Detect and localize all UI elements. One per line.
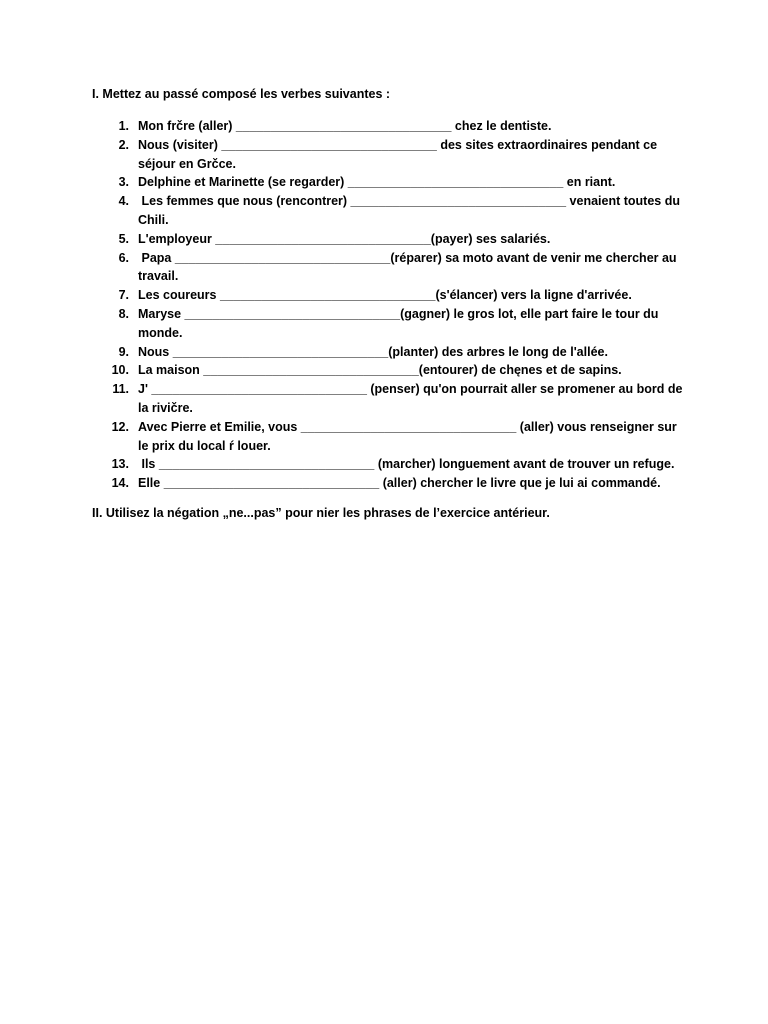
item-text-continued: séjour en Grčce.: [138, 156, 236, 171]
item-text: Papa _______________________________(réparer) sa moto avant de venir me chercher au: [138, 250, 677, 265]
item-number: 2.: [118, 137, 129, 152]
exercise-item: [92, 230, 692, 249]
item-number: 7.: [118, 288, 129, 303]
item-text-continued: la rivičre.: [138, 400, 193, 415]
item-text: Nous _______________________________(planter) des arbres le long de l'allée.: [138, 344, 608, 359]
exercise-item: [92, 343, 692, 362]
item-text: Nous (visiter) _______________________________ des sites extraordinaires pendant ce: [138, 137, 658, 152]
item-number: 9.: [118, 344, 129, 359]
exercise-list: [92, 117, 692, 493]
item-text: Elle _______________________________ (aller) chercher le livre que je lui ai commandé.: [138, 476, 661, 491]
item-text: Les femmes que nous (rencontrer) _______________________________ venaient toutes du: [138, 194, 680, 209]
item-number: 4.: [118, 194, 129, 209]
item-text: Mon frčre (aller) _______________________________ chez le dentiste.: [138, 119, 552, 133]
exercise-item: [92, 136, 692, 174]
exercise-item: [92, 286, 692, 305]
item-number: 3.: [118, 175, 129, 190]
item-text-continued: le prix du local ŕ louer.: [138, 438, 271, 453]
item-number: 13.: [111, 457, 129, 472]
item-text: J' _______________________________ (penser) qu'on pourrait aller se promener au bord de: [138, 382, 683, 397]
item-text-continued: Chili.: [138, 212, 169, 227]
exercise-item: [92, 192, 692, 230]
exercise-item: [92, 380, 692, 418]
item-number: 10.: [111, 363, 129, 378]
item-number: 14.: [111, 476, 129, 491]
item-text: Maryse _______________________________(gagner) le gros lot, elle part faire le tour du: [138, 306, 659, 321]
item-text: La maison _______________________________(entourer) de chęnes et de sapins.: [138, 363, 622, 378]
section-2-title: II. Utilisez la négation „ne...pas” pour nier les phrases de l’exercice antérieur.: [92, 506, 550, 520]
item-text: Delphine et Marinette (se regarder) _______________________________ en riant.: [138, 175, 616, 190]
item-number: 12.: [111, 419, 129, 434]
item-text-continued: monde.: [138, 325, 183, 340]
exercise-item: [92, 418, 692, 456]
exercise-item: [92, 173, 692, 192]
item-text: Les coureurs _______________________________(s'élancer) vers la ligne d'arrivée.: [138, 288, 632, 303]
item-number: 11.: [112, 382, 129, 397]
section-1-title: I. Mettez au passé composé les verbes suivantes :: [92, 87, 391, 101]
item-number: 5.: [118, 231, 129, 246]
item-text: Avec Pierre et Emilie, vous _______________________________ (aller) vous renseigner sur: [138, 419, 677, 434]
item-text: Ils _______________________________ (marcher) longuement avant de trouver un refuge.: [138, 457, 675, 472]
exercise-item: [92, 474, 692, 493]
item-number: 8.: [118, 306, 129, 321]
exercise-item: [92, 117, 692, 136]
exercise-item: [92, 361, 692, 380]
item-number: 6.: [118, 250, 129, 265]
item-text: L'employeur _______________________________(payer) ses salariés.: [138, 231, 551, 246]
item-number: 1.: [118, 119, 129, 133]
exercise-item: [92, 455, 692, 474]
item-text-continued: travail.: [138, 269, 179, 284]
exercise-item: [92, 305, 692, 343]
exercise-item: [92, 249, 692, 287]
